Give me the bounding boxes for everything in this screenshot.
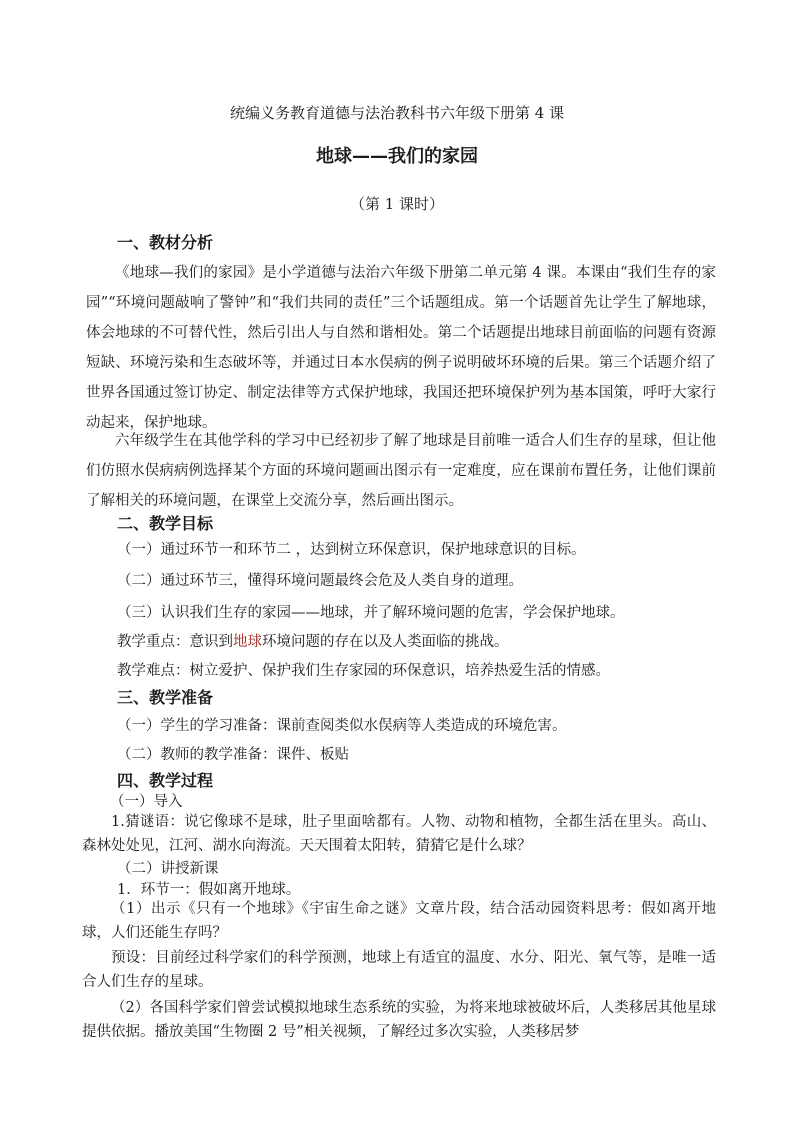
step-1: 1．环节一：假如离开地球。 [117, 882, 301, 898]
teaching-difficulty: 教学难点：树立爱护、保护我们生存家园的环保意识，培养热爱生活的情感。 [117, 663, 610, 679]
analysis-paragraph-1: 《地球—我们的家园》是小学道德与法治六年级下册第二单元第 4 课。本课由“我们生存的家园”“环境问题敲响了警钟”和“我们共同的责任”三个话题组成。第一个话题首先让学生了解地球，体会地球的不可替代性，然后引出人与自然和谐相处。第二个话题提出地球目前面临的问题有资源短缺、环境污染和生态破坏等，并通过日本水俣病的例子说明破坏环境的后果。第三个话题介绍了世界各国通过签订协定、制定法律等方式保护地球，我国还把环境保护列为基本国策，呼吁大家行动起来，保护地球。 [86, 265, 716, 431]
teacher-preparation: （二）教师的教学准备：课件、板贴 [117, 747, 349, 763]
teaching-focus-prefix: 教学重点：意识到 [117, 634, 233, 650]
goal-2: （二）通过环节三，懂得环境问题最终会危及人类自身的道理。 [117, 573, 523, 589]
heading-teaching-preparation: 三、教学准备 [117, 688, 214, 707]
goal-3: （三）认识我们生存的家园——地球，并了解环境问题的危害，学会保护地球。 [117, 605, 625, 621]
teaching-focus-suffix: 环境问题的存在以及人类面临的挑战。 [262, 634, 509, 650]
document-subtitle: 统编义务教育道德与法治教科书六年级下册第 4 课 [229, 104, 565, 122]
new-lesson-heading: （二）讲授新课 [117, 861, 219, 877]
riddle-paragraph: 1.猜谜语：说它像球不是球，肚子里面啥都有。人物、动物和植物，全都生活在里头。高山、森林处处见，江河、湖水向海流。天天围着太阳转，猜猜它是什么球？ [82, 814, 716, 854]
intro-heading: （一）导入 [110, 794, 183, 810]
step-1-item-2: （2）各国科学家们曾尝试模拟地球生态系统的实验，为将来地球被破坏后，人类移居其他星球提供依据。播放美国“生物圈 2 号”相关视频，了解经过多次实验，人类移居梦 [82, 1000, 716, 1040]
step-1-preset: 预设：目前经过科学家们的科学预测，地球上有适宜的温度、水分、阳光、氧气等，是唯一适合人们生存的星球。 [82, 950, 716, 990]
teaching-focus [117, 631, 509, 653]
teaching-focus-highlight: 地球 [233, 634, 262, 650]
student-preparation: （一）学生的学习准备：课前查阅类似水俣病等人类造成的环境危害。 [117, 718, 567, 734]
lesson-period: （第 1 课时） [349, 195, 445, 213]
heading-textbook-analysis: 一、教材分析 [117, 233, 214, 252]
analysis-paragraph-2: 六年级学生在其他学科的学习中已经初步了解了地球是目前唯一适合人们生存的星球，但让他们仿照水俣病病例选择某个方面的环境问题画出图示有一定难度，应在课前布置任务，让他们课前了解相关的环境问题，在课堂上交流分享，然后画出图示。 [86, 433, 716, 509]
heading-teaching-goals: 二、教学目标 [117, 514, 214, 533]
step-1-item-1: （1）出示《只有一个地球》《宇宙生命之谜》文章片段，结合活动园资料思考：假如离开地球，人们还能生存吗？ [82, 901, 716, 941]
goal-1: （一）通过环节一和环节二 ，达到树立环保意识，保护地球意识的目标。 [117, 542, 586, 558]
document-title: 地球——我们的家园 [316, 146, 478, 167]
heading-teaching-process: 四、教学过程 [117, 771, 214, 790]
